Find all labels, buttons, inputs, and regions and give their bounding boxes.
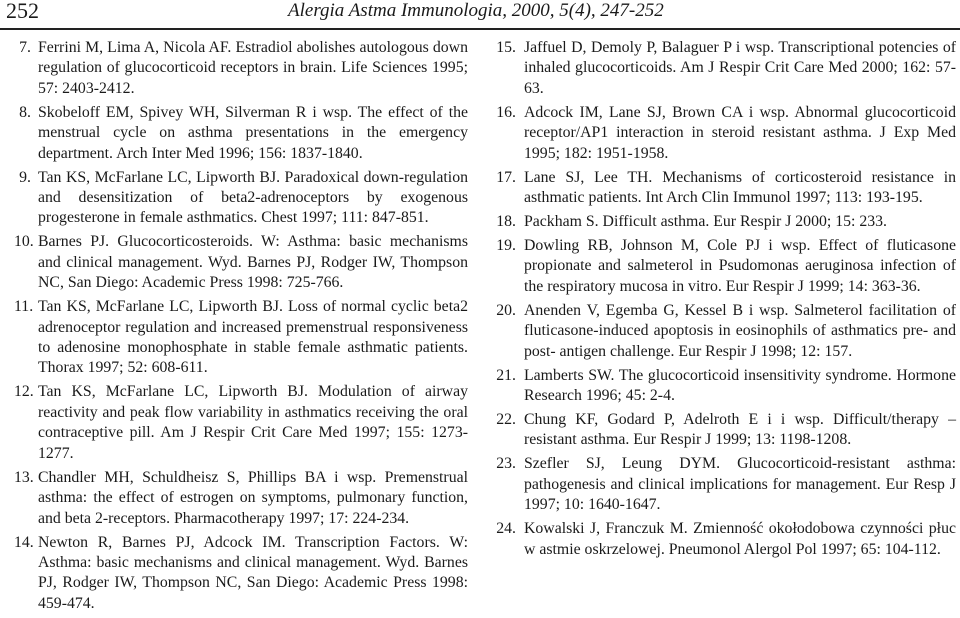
reference-text: Lamberts SW. The glucocorticoid insensitivity syndrome. Hormone Research 1996; 45: 2-4. xyxy=(524,366,956,405)
references-right-column xyxy=(496,38,956,564)
reference-number: 12. xyxy=(14,383,34,401)
reference-item xyxy=(14,297,468,379)
reference-number: 24. xyxy=(496,520,516,538)
reference-text: Jaffuel D, Demoly P, Balaguer P i wsp. Transcriptional potencies of inhaled glucocorticoids. Am J Respir Crit Care Med 2000; 162: 57-63. xyxy=(524,39,956,97)
reference-number: 15. xyxy=(496,39,516,56)
reference-text: Anenden V, Egemba G, Kessel B i wsp. Salmeterol facilitation of fluticasone-induced apoptosis in eosinophils of asthmatics pre- and post- antigen challenge. Eur Respir J 1998; 12: 157. xyxy=(524,301,956,360)
reference-number: 13. xyxy=(14,468,34,486)
reference-item xyxy=(14,38,468,99)
reference-text: Kowalski J, Franczuk M. Zmienność okołodobowa czynności płuc w astmie oskrzelowej. Pneumonol Alergol Pol 1997; 65: 104-112. xyxy=(524,520,956,558)
reference-text: Tan KS, McFarlane LC, Lipworth BJ. Modulation of airway reactivity and peak flow variability in asthmatics receiving the oral contraceptive pill. Am J Respir Crit Care Med 1997; 155: 1273-1277. xyxy=(38,383,468,462)
reference-number: 19. xyxy=(496,237,516,255)
reference-text: Chandler MH, Schuldheisz S, Phillips BA i wsp. Premenstrual asthma: the effect of estrogen on symptoms, pulmonary function, and beta 2-receptors. Pharmacotherapy 1997; 17: 224-234. xyxy=(38,468,468,527)
reference-text: Barnes PJ. Glucocorticosteroids. W: Asthma: basic mechanisms and clinical management. Wyd. Barnes PJ, Rodger IW, Thompson NC, San Diego: Academic Press 1998: 725-766. xyxy=(38,233,468,292)
reference-number: 8. xyxy=(19,103,31,121)
reference-number: 16. xyxy=(496,103,516,121)
reference-text: Chung KF, Godard P, Adelroth E i i wsp. Difficult/therapy – resistant asthma. Eur Respir J 1999; 13: 1198-1208. xyxy=(524,411,956,449)
reference-item xyxy=(496,519,956,560)
reference-number: 21. xyxy=(496,366,516,384)
reference-item xyxy=(496,38,956,99)
reference-text: Tan KS, McFarlane LC, Lipworth BJ. Paradoxical down-regulation and desensitization of beta2-adrenoceptors by exogenous progesterone in female asthmatics. Chest 1997; 111: 847-851. xyxy=(38,168,468,227)
reference-item xyxy=(496,212,956,232)
reference-text: Skobeloff EM, Spivey WH, Silverman R i wsp. The effect of the menstrual cycle on asthma presentations in the emergency department. Arch Inter Med 1996; 156: 1837-1840. xyxy=(38,103,468,162)
journal-citation: Alergia Astma Immunologia, 2000, 5(4), 247-252 xyxy=(288,0,664,21)
reference-number: 20. xyxy=(496,301,516,319)
references-left-column xyxy=(14,38,468,618)
reference-item xyxy=(14,168,468,229)
reference-number: 23. xyxy=(496,455,516,473)
reference-item xyxy=(496,366,956,407)
reference-item xyxy=(496,168,956,209)
reference-text: Adcock IM, Lane SJ, Brown CA i wsp. Abnormal glucocorticoid receptor/AP1 interaction in steroid resistant asthma. J Exp Med 1995; 182: 1951-1958. xyxy=(524,103,956,162)
reference-text: Szefler SJ, Leung DYM. Glucocorticoid-resistant asthma: pathogenesis and clinical implications for management. Eur Resp J 1997; 10: 1640-1647. xyxy=(524,455,956,514)
reference-item xyxy=(14,232,468,293)
reference-item xyxy=(14,382,468,464)
reference-number: 11. xyxy=(14,298,34,316)
reference-item xyxy=(496,301,956,362)
reference-text: Packham S. Difficult asthma. Eur Respir J 2000; 15: 233. xyxy=(524,213,887,231)
header-rule xyxy=(0,28,960,30)
reference-text: Ferrini M, Lima A, Nicola AF. Estradiol abolishes autologous down regulation of glucocorticoid receptors in brain. Life Sciences 1995; 57: 2403-2412. xyxy=(38,39,468,97)
reference-number: 7. xyxy=(19,39,31,56)
reference-number: 18. xyxy=(496,213,516,231)
reference-number: 17. xyxy=(496,168,516,186)
reference-item xyxy=(496,454,956,515)
reference-number: 22. xyxy=(496,411,516,429)
reference-item xyxy=(496,236,956,297)
reference-item xyxy=(496,103,956,164)
reference-item xyxy=(496,410,956,451)
reference-item xyxy=(14,103,468,164)
reference-number: 9. xyxy=(19,168,31,186)
page-header xyxy=(0,0,960,30)
reference-item xyxy=(14,533,468,615)
reference-text: Dowling RB, Johnson M, Cole PJ i wsp. Effect of fluticasone propionate and salmeterol in Psudomonas aeruginosa infection of the respiratory mucosa in vitro. Eur Respir J 1999; 14: 363-36. xyxy=(524,237,956,295)
reference-number: 14. xyxy=(14,533,34,551)
reference-item xyxy=(14,468,468,529)
reference-number: 10. xyxy=(14,233,34,251)
reference-text: Newton R, Barnes PJ, Adcock IM. Transcription Factors. W: Asthma: basic mechanisms and clinical management. Wyd. Barnes PJ, Rodger IW, Thompson NC, San Diego: Academic Press 1998: 459-474. xyxy=(38,533,468,612)
page-number: 252 xyxy=(6,0,39,23)
reference-text: Lane SJ, Lee TH. Mechanisms of corticosteroid resistance in asthmatic patients. Int Arch Clin Immunol 1997; 113: 193-195. xyxy=(524,168,956,207)
reference-text: Tan KS, McFarlane LC, Lipworth BJ. Loss of normal cyclic beta2 adrenoceptor regulation and increased premenstrual responsiveness to adenosine monophosphate in stable female asthmatic patients. Thorax 1997; 52: 608-611. xyxy=(38,298,468,377)
